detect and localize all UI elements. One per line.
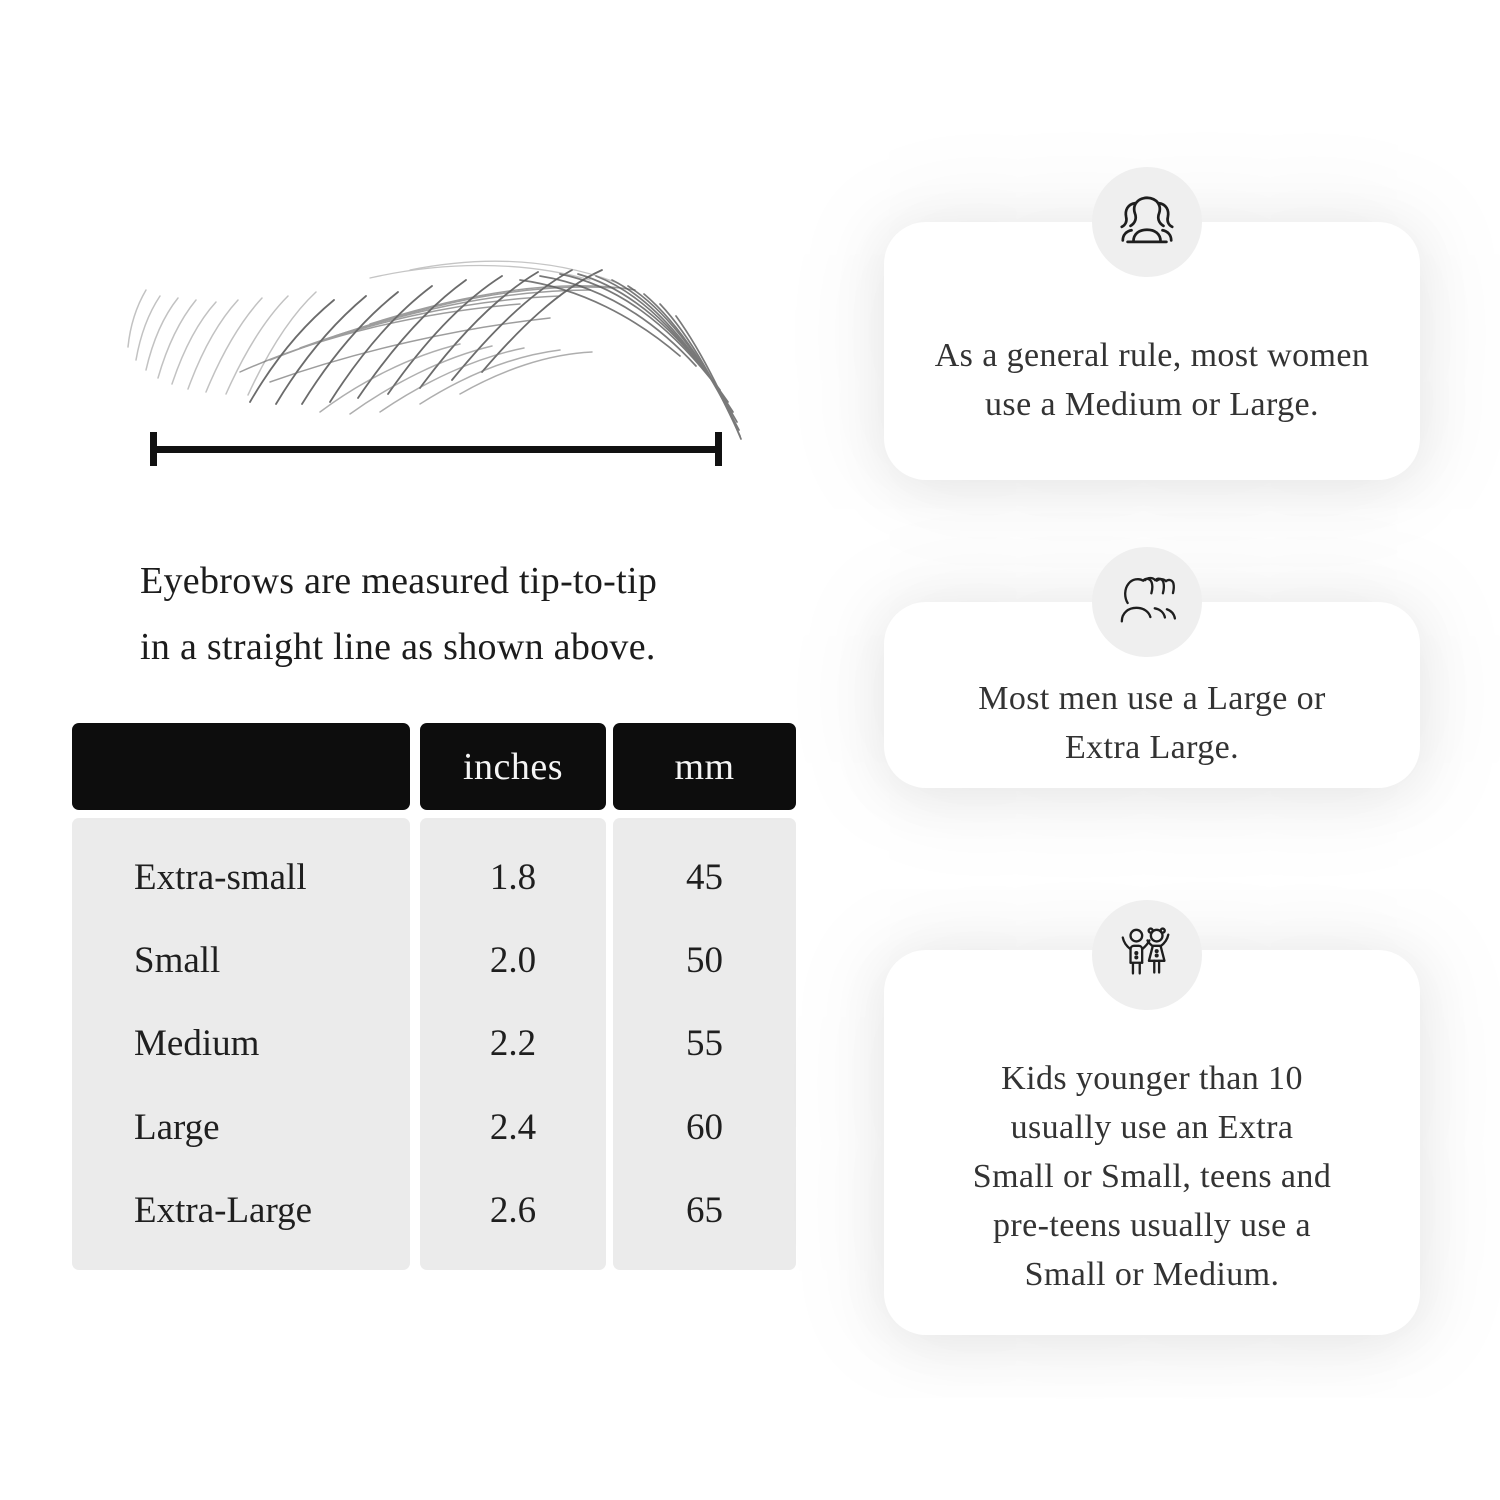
card-text-line: As a general rule, most women bbox=[934, 337, 1370, 374]
table-header-mm: mm bbox=[613, 723, 796, 810]
table-cell-inches: 2.4 bbox=[489, 1106, 537, 1148]
caption-line-2: in a straight line as shown above. bbox=[140, 626, 656, 668]
women-icon-badge bbox=[1092, 167, 1202, 277]
kids-icon-badge bbox=[1092, 900, 1202, 1010]
three-men-icon bbox=[1116, 571, 1178, 633]
table-header-size bbox=[72, 723, 410, 810]
table-column-size-labels bbox=[72, 818, 410, 1270]
table-header-inches: inches bbox=[420, 723, 606, 810]
table-cell-inches: 2.6 bbox=[489, 1189, 537, 1231]
caption-line-1: Eyebrows are measured tip-to-tip bbox=[140, 560, 658, 602]
table-column-mm bbox=[613, 818, 796, 1270]
card-text-line: Small or Small, teens and bbox=[972, 1158, 1332, 1195]
measurement-ruler bbox=[150, 432, 722, 466]
card-text-line: Extra Large. bbox=[1064, 729, 1240, 766]
table-column-inches bbox=[420, 818, 606, 1270]
table-row-label: Extra-Large bbox=[134, 1189, 313, 1231]
table-cell-mm: 65 bbox=[686, 1189, 723, 1231]
table-cell-inches: 2.0 bbox=[489, 940, 537, 982]
table-cell-mm: 60 bbox=[686, 1106, 723, 1148]
card-text-line: pre-teens usually use a bbox=[993, 1207, 1311, 1244]
card-text-line: Kids younger than 10 bbox=[1001, 1060, 1303, 1097]
men-icon-badge bbox=[1092, 547, 1202, 657]
table-row-label: Small bbox=[134, 940, 221, 982]
table-cell-mm: 45 bbox=[686, 857, 723, 899]
table-cell-inches: 2.2 bbox=[489, 1023, 537, 1065]
card-text-line: Small or Medium. bbox=[1024, 1256, 1280, 1293]
card-text-line: use a Medium or Large. bbox=[985, 386, 1319, 423]
ruler-bar bbox=[150, 446, 722, 453]
table-row-label: Extra-small bbox=[134, 857, 307, 899]
card-text-line: Most men use a Large or bbox=[978, 680, 1326, 717]
measurement-caption bbox=[140, 548, 780, 680]
table-row-label: Large bbox=[134, 1106, 220, 1148]
table-cell-mm: 55 bbox=[686, 1023, 723, 1065]
two-kids-icon bbox=[1116, 924, 1178, 986]
three-women-icon bbox=[1116, 191, 1178, 253]
card-text-line: usually use an Extra bbox=[1010, 1109, 1294, 1146]
ruler-endcap-right bbox=[715, 432, 722, 466]
table-row-label: Medium bbox=[134, 1023, 260, 1065]
eyebrow-illustration bbox=[120, 252, 745, 442]
table-cell-inches: 1.8 bbox=[489, 857, 537, 899]
table-cell-mm: 50 bbox=[686, 940, 723, 982]
